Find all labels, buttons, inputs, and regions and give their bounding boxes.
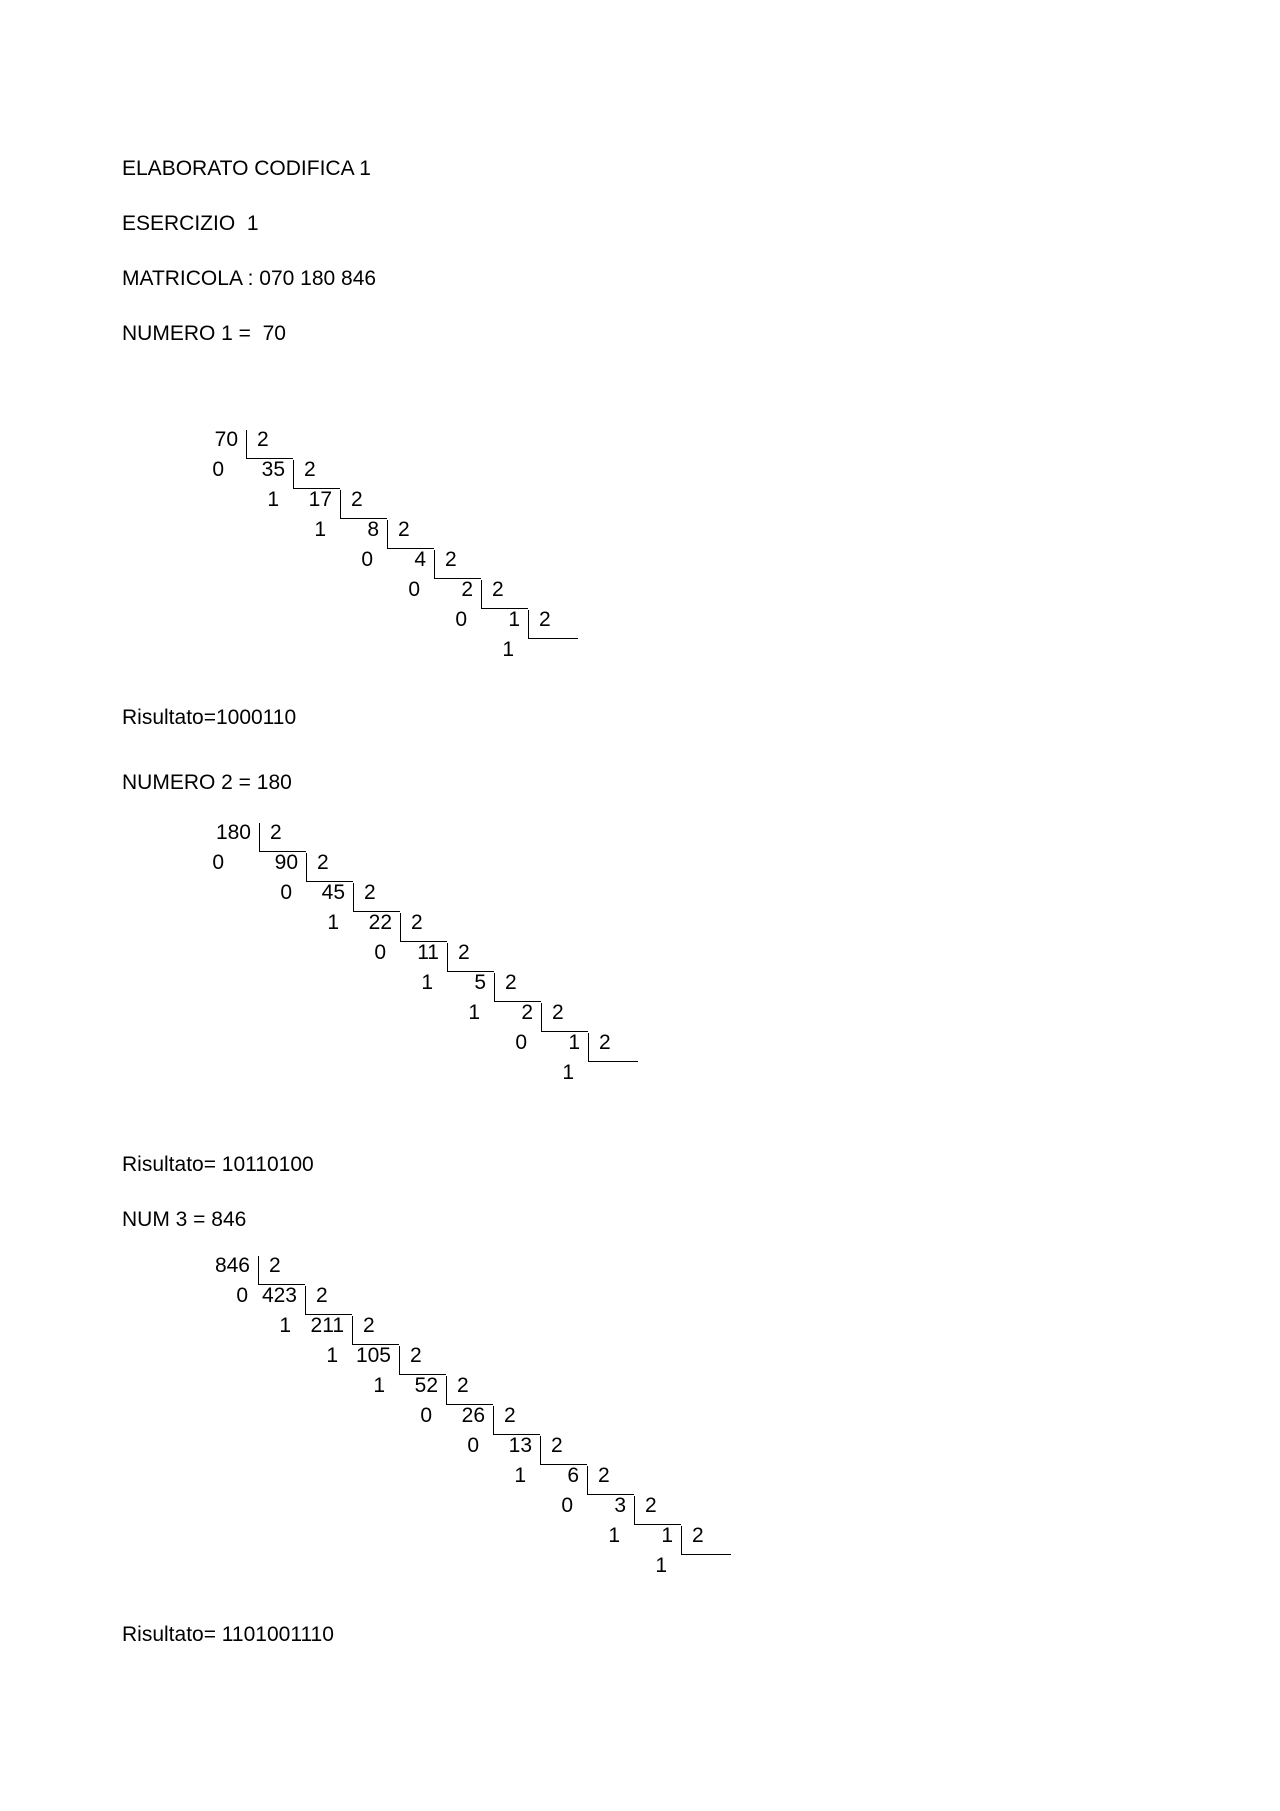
divisor-value: 2 — [304, 458, 316, 481]
remainder-value: 1 — [326, 1344, 338, 1367]
division-bar-vertical — [587, 1466, 588, 1494]
remainder-value: 0 — [420, 1404, 432, 1427]
document-title: ELABORATO CODIFICA 1 — [122, 157, 371, 180]
remainder-value: 1 — [608, 1524, 620, 1547]
division-bar-vertical — [494, 973, 495, 1001]
divisor-value: 2 — [692, 1524, 704, 1547]
divisor-value: 2 — [316, 1284, 328, 1307]
dividend-value: 1 — [568, 1031, 580, 1054]
remainder-value: 0 — [280, 881, 292, 904]
division-bar-vertical — [259, 823, 260, 851]
remainder-value: 0 — [561, 1494, 573, 1517]
division-bar-vertical — [340, 490, 341, 518]
remainder-value: 0 — [361, 548, 373, 571]
dividend-value: 3 — [614, 1494, 626, 1517]
section-1-result: Risultato=1000110 — [122, 706, 297, 729]
remainder-value: 0 — [455, 608, 467, 631]
dividend-value: 1 — [508, 608, 520, 631]
remainder-value: 0 — [236, 1284, 248, 1307]
dividend-value: 45 — [321, 881, 345, 904]
division-bar-vertical — [493, 1406, 494, 1434]
remainder-value: 1 — [327, 911, 339, 934]
dividend-value: 26 — [461, 1404, 485, 1427]
divisor-value: 2 — [598, 1464, 610, 1487]
dividend-value: 211 — [310, 1314, 344, 1337]
dividend-value: 90 — [274, 851, 298, 874]
dividend-value: 17 — [308, 488, 332, 511]
remainder-value: 1 — [267, 488, 279, 511]
final-remainder-value: 1 — [502, 638, 514, 661]
division-bar-horizontal — [588, 1061, 638, 1062]
dividend-value: 52 — [414, 1374, 438, 1397]
remainder-value: 0 — [212, 458, 224, 481]
divisor-value: 2 — [551, 1434, 563, 1457]
divisor-value: 2 — [552, 1001, 564, 1024]
division-bar-vertical — [681, 1526, 682, 1554]
division-bar-vertical — [306, 853, 307, 881]
remainder-value: 0 — [515, 1031, 527, 1054]
division-bar-vertical — [353, 883, 354, 911]
dividend-value: 2 — [521, 1001, 533, 1024]
remainder-value: 0 — [212, 851, 224, 874]
divisor-value: 2 — [351, 488, 363, 511]
division-bar-vertical — [481, 580, 482, 608]
division-bar-vertical — [305, 1286, 306, 1314]
divisor-value: 2 — [410, 1344, 422, 1367]
divisor-value: 2 — [539, 608, 551, 631]
dividend-value: 35 — [261, 458, 285, 481]
division-bar-horizontal — [528, 638, 578, 639]
divisor-value: 2 — [445, 548, 457, 571]
section-2-heading: NUMERO 2 = 180 — [122, 771, 292, 794]
section-3-heading: NUM 3 = 846 — [122, 1208, 247, 1231]
divisor-value: 2 — [504, 1404, 516, 1427]
division-bar-vertical — [293, 460, 294, 488]
dividend-value: 180 — [215, 821, 251, 844]
division-bar-vertical — [447, 943, 448, 971]
dividend-value: 8 — [367, 518, 379, 541]
dividend-value: 423 — [261, 1284, 297, 1307]
division-bar-vertical — [541, 1003, 542, 1031]
division-bar-vertical — [258, 1256, 259, 1284]
matricola-label: MATRICOLA : 070 180 846 — [122, 267, 377, 290]
dividend-value: 1 — [661, 1524, 673, 1547]
exercise-label: ESERCIZIO 1 — [122, 212, 259, 235]
remainder-value: 1 — [468, 1001, 480, 1024]
divisor-value: 2 — [492, 578, 504, 601]
division-bar-vertical — [387, 520, 388, 548]
remainder-value: 0 — [467, 1434, 479, 1457]
division-bar-vertical — [588, 1033, 589, 1061]
dividend-value: 5 — [474, 971, 486, 994]
division-bar-vertical — [352, 1316, 353, 1344]
division-bar-vertical — [528, 610, 529, 638]
dividend-value: 22 — [368, 911, 392, 934]
divisor-value: 2 — [398, 518, 410, 541]
divisor-value: 2 — [364, 881, 376, 904]
divisor-value: 2 — [363, 1314, 375, 1337]
remainder-value: 1 — [279, 1314, 291, 1337]
dividend-value: 4 — [414, 548, 426, 571]
dividend-value: 6 — [567, 1464, 579, 1487]
division-bar-vertical — [634, 1496, 635, 1524]
dividend-value: 2 — [461, 578, 473, 601]
divisor-value: 2 — [458, 941, 470, 964]
remainder-value: 0 — [408, 578, 420, 601]
division-bar-vertical — [399, 1346, 400, 1374]
divisor-value: 2 — [645, 1494, 657, 1517]
division-bar-vertical — [246, 430, 247, 458]
remainder-value: 0 — [374, 941, 386, 964]
division-bar-vertical — [446, 1376, 447, 1404]
divisor-value: 2 — [270, 821, 282, 844]
division-bar-horizontal — [681, 1554, 731, 1555]
division-bar-vertical — [540, 1436, 541, 1464]
remainder-value: 1 — [373, 1374, 385, 1397]
remainder-value: 1 — [421, 971, 433, 994]
divisor-value: 2 — [317, 851, 329, 874]
divisor-value: 2 — [269, 1254, 281, 1277]
dividend-value: 70 — [214, 428, 238, 451]
final-remainder-value: 1 — [655, 1554, 667, 1577]
division-bar-vertical — [434, 550, 435, 578]
remainder-value: 1 — [514, 1464, 526, 1487]
section-2-result: Risultato= 10110100 — [122, 1153, 314, 1176]
divisor-value: 2 — [457, 1374, 469, 1397]
final-remainder-value: 1 — [562, 1061, 574, 1084]
division-bar-vertical — [400, 913, 401, 941]
divisor-value: 2 — [411, 911, 423, 934]
divisor-value: 2 — [505, 971, 517, 994]
dividend-value: 105 — [355, 1344, 391, 1367]
divisor-value: 2 — [599, 1031, 611, 1054]
dividend-value: 11 — [417, 941, 439, 964]
section-3-result: Risultato= 1101001110 — [122, 1623, 334, 1646]
dividend-value: 13 — [508, 1434, 532, 1457]
dividend-value: 846 — [214, 1254, 250, 1277]
divisor-value: 2 — [257, 428, 269, 451]
remainder-value: 1 — [314, 518, 326, 541]
section-1-heading: NUMERO 1 = 70 — [122, 322, 286, 345]
